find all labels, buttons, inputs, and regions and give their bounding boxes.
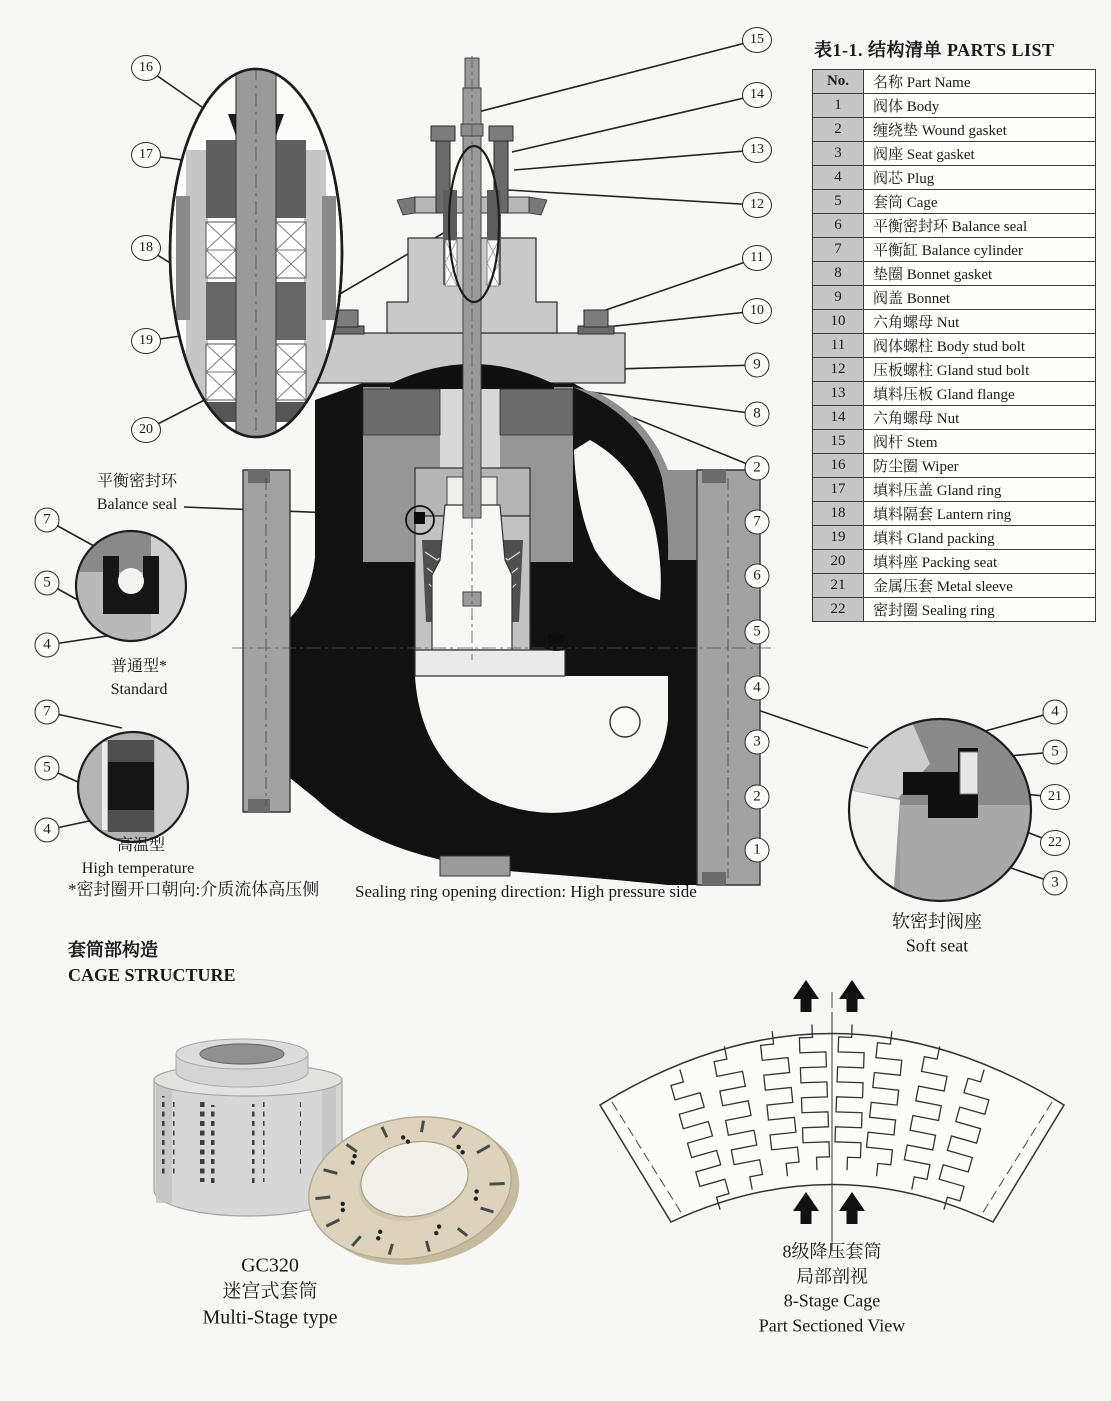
part-name-cell: 阀座 Seat gasket — [864, 142, 1096, 166]
table-row — [813, 118, 1096, 142]
high-temp-label-zh: 高温型 — [116, 836, 166, 854]
part-callout: 19 — [131, 328, 161, 354]
cage-structure-heading-zh: 套筒部构造 — [68, 940, 158, 960]
seal-note-en: Sealing ring opening direction: High pressure side — [355, 882, 697, 901]
part-name-cell: 缠绕垫 Wound gasket — [864, 118, 1096, 142]
part-number-cell: 10 — [813, 310, 864, 334]
part-callout: 4 — [745, 676, 770, 701]
part-number-cell: 2 — [813, 118, 864, 142]
part-number-cell: 5 — [813, 190, 864, 214]
part-name-cell: 填料压板 Gland flange — [864, 382, 1096, 406]
table-row — [813, 310, 1096, 334]
part-number-cell: 7 — [813, 238, 864, 262]
eight-stage-cage-section — [600, 980, 1064, 1256]
balance-seal-label-zh: 平衡密封环 — [96, 472, 178, 490]
part-number-cell: 14 — [813, 406, 864, 430]
part-number-cell: 4 — [813, 166, 864, 190]
standard-label-en: Standard — [110, 680, 168, 698]
multistage-label-en: Multi-Stage type — [202, 1306, 338, 1329]
parts-list — [812, 36, 1098, 622]
table-row — [813, 478, 1096, 502]
part-callout: 10 — [742, 298, 772, 324]
part-callout: 11 — [742, 245, 772, 271]
soft-seat-detail — [848, 719, 1032, 902]
table-row — [813, 238, 1096, 262]
parts-list-title: 表1-1. 结构清单 PARTS LIST — [814, 40, 1055, 60]
part-number-cell: 12 — [813, 358, 864, 382]
part-callout: 5 — [35, 571, 60, 596]
stage8-label-en2: Part Sectioned View — [758, 1315, 906, 1336]
part-callout: 16 — [131, 55, 161, 81]
gc320-label: GC320 — [241, 1254, 299, 1277]
part-number-cell: 13 — [813, 382, 864, 406]
part-callout: 5 — [1043, 740, 1068, 765]
seal-note-zh: *密封圈开口朝向:介质流体高压侧 — [68, 880, 320, 899]
part-name-cell: 压板螺柱 Gland stud bolt — [864, 358, 1096, 382]
part-callout: 13 — [742, 137, 772, 163]
table-header-row — [813, 70, 1096, 94]
part-number-cell: 11 — [813, 334, 864, 358]
part-callout: 3 — [1043, 871, 1068, 896]
table-row — [813, 214, 1096, 238]
part-callout: 9 — [745, 353, 770, 378]
part-callout: 6 — [745, 564, 770, 589]
part-number-cell: 19 — [813, 526, 864, 550]
part-name-cell: 六角螺母 Nut — [864, 310, 1096, 334]
high-temp-label-en: High temperature — [81, 859, 195, 877]
column-header-name: 名称 Part Name — [864, 70, 1096, 94]
part-callout: 15 — [742, 27, 772, 53]
parts-list-table — [812, 69, 1096, 622]
labyrinth-label-zh: 迷宫式套筒 — [222, 1281, 318, 1303]
standard-label-zh: 普通型* — [110, 657, 168, 675]
part-name-cell: 密封圈 Sealing ring — [864, 598, 1096, 622]
table-row — [813, 286, 1096, 310]
part-name-cell: 六角螺母 Nut — [864, 406, 1096, 430]
part-name-cell: 防尘圈 Wiper — [864, 454, 1096, 478]
part-callout: 18 — [131, 235, 161, 261]
table-row — [813, 142, 1096, 166]
part-name-cell: 阀体螺柱 Body stud bolt — [864, 334, 1096, 358]
drain-hole — [610, 707, 640, 737]
part-callout: 4 — [35, 818, 60, 843]
part-name-cell: 填料 Gland packing — [864, 526, 1096, 550]
stage8-label-en1: 8-Stage Cage — [783, 1290, 881, 1311]
part-name-cell: 阀芯 Plug — [864, 166, 1096, 190]
table-row — [813, 454, 1096, 478]
part-callout: 7 — [35, 508, 60, 533]
table-row — [813, 598, 1096, 622]
table-row — [813, 502, 1096, 526]
high-temp-seal-detail — [78, 731, 190, 843]
table-row — [813, 358, 1096, 382]
part-number-cell: 9 — [813, 286, 864, 310]
part-number-cell: 17 — [813, 478, 864, 502]
part-name-cell: 填料压盖 Gland ring — [864, 478, 1096, 502]
part-name-cell: 填料座 Packing seat — [864, 550, 1096, 574]
part-callout: 12 — [742, 192, 772, 218]
stage8-label-zh2: 局部剖视 — [796, 1266, 868, 1287]
part-callout: 5 — [35, 756, 60, 781]
standard-seal-detail — [75, 530, 187, 642]
part-callout: 5 — [745, 620, 770, 645]
table-row — [813, 550, 1096, 574]
cage-structure-heading-en: CAGE STRUCTURE — [68, 965, 236, 985]
part-number-cell: 15 — [813, 430, 864, 454]
part-callout: 4 — [35, 633, 60, 658]
parts-rows — [813, 94, 1096, 622]
table-row — [813, 166, 1096, 190]
part-name-cell: 平衡缸 Balance cylinder — [864, 238, 1096, 262]
table-row — [813, 526, 1096, 550]
part-callout: 21 — [1040, 784, 1070, 810]
part-callout: 20 — [131, 417, 161, 443]
part-number-cell: 21 — [813, 574, 864, 598]
part-number-cell: 22 — [813, 598, 864, 622]
soft-seat-label-en: Soft seat — [905, 935, 969, 956]
table-row — [813, 190, 1096, 214]
part-name-cell: 填料隔套 Lantern ring — [864, 502, 1096, 526]
part-callout: 4 — [1043, 700, 1068, 725]
part-callout: 22 — [1040, 830, 1070, 856]
part-name-cell: 阀杆 Stem — [864, 430, 1096, 454]
table-row — [813, 262, 1096, 286]
part-name-cell: 套筒 Cage — [864, 190, 1096, 214]
part-number-cell: 3 — [813, 142, 864, 166]
part-name-cell: 垫圈 Bonnet gasket — [864, 262, 1096, 286]
table-row — [813, 94, 1096, 118]
table-row — [813, 430, 1096, 454]
part-callout: 3 — [745, 730, 770, 755]
balance-seal-label-en: Balance seal — [96, 495, 178, 513]
part-number-cell: 6 — [813, 214, 864, 238]
table-row — [813, 574, 1096, 598]
part-callout: 2 — [745, 785, 770, 810]
part-name-cell: 金属压套 Metal sleeve — [864, 574, 1096, 598]
stage8-label-zh1: 8级降压套筒 — [782, 1241, 882, 1262]
column-header-no: No. — [813, 70, 864, 94]
part-callout: 8 — [745, 402, 770, 427]
seat-ring — [415, 650, 565, 676]
part-callout: 2 — [745, 456, 770, 481]
table-row — [813, 382, 1096, 406]
table-row — [813, 406, 1096, 430]
part-name-cell: 阀体 Body — [864, 94, 1096, 118]
part-name-cell: 平衡密封环 Balance seal — [864, 214, 1096, 238]
part-number-cell: 1 — [813, 94, 864, 118]
packing-detail-oval — [170, 66, 342, 441]
soft-seat-label-zh: 软密封阀座 — [892, 911, 982, 932]
part-callout: 7 — [745, 510, 770, 535]
table-row — [813, 334, 1096, 358]
part-number-cell: 16 — [813, 454, 864, 478]
part-number-cell: 20 — [813, 550, 864, 574]
part-callout: 17 — [131, 142, 161, 168]
part-number-cell: 8 — [813, 262, 864, 286]
part-name-cell: 阀盖 Bonnet — [864, 286, 1096, 310]
part-callout: 7 — [35, 700, 60, 725]
part-callout: 14 — [742, 82, 772, 108]
part-number-cell: 18 — [813, 502, 864, 526]
part-callout: 1 — [745, 838, 770, 863]
